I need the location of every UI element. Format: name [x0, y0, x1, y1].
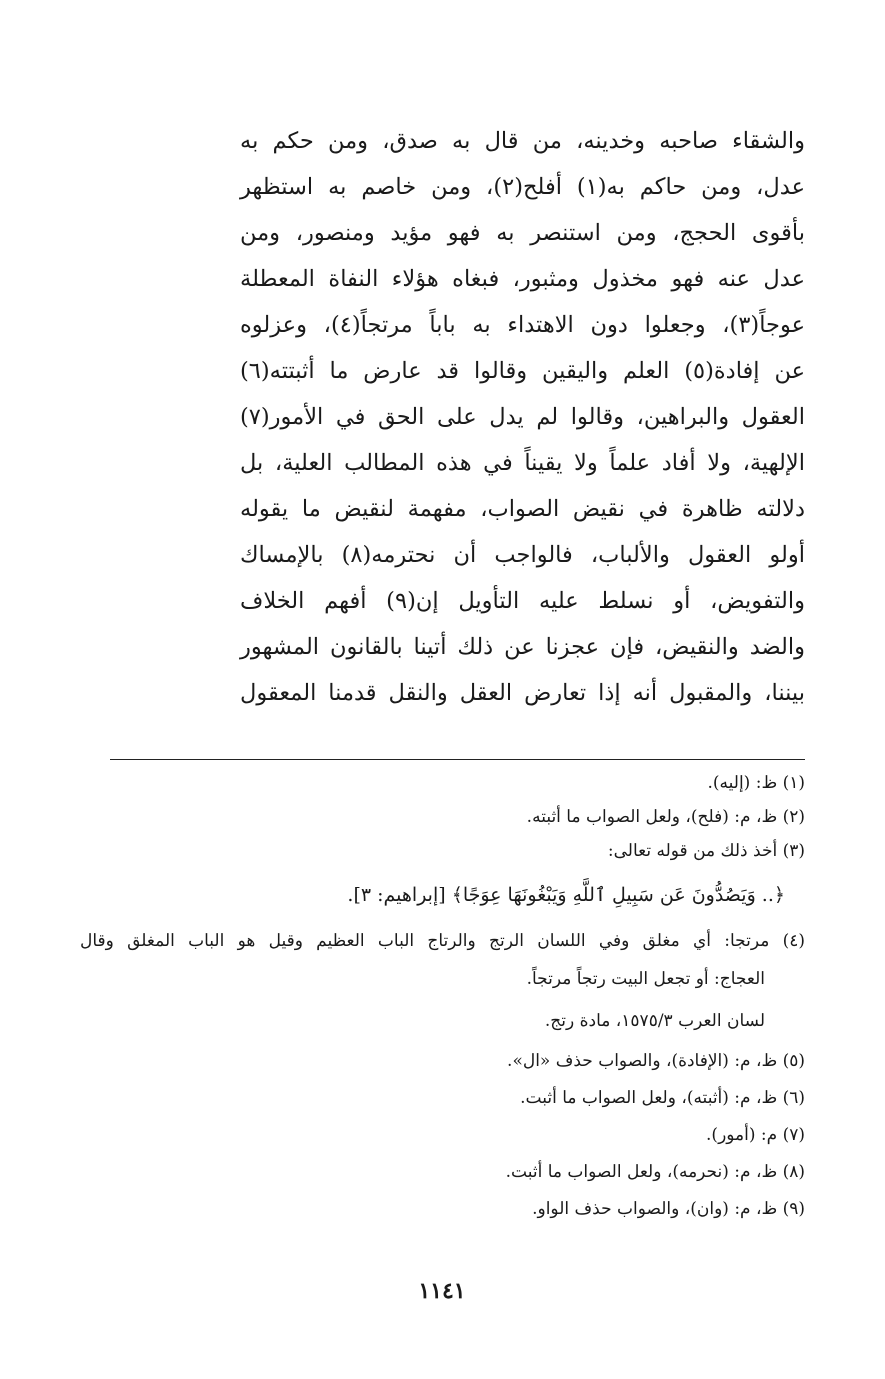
text-line: بيننا، والمقبول أنه إذا تعارض العقل والنقل قدمنا المعقول [240, 680, 805, 706]
text-line: عدل عنه فهو مخذول ومثبور، فبغاه هؤلاء النفاة المعطلة [240, 266, 805, 292]
text-line: والتفويض، أو نسلط عليه التأويل إن(٩) أفهم الخلاف [240, 588, 805, 614]
text-line: والشقاء صاحبه وخدينه، من قال به صدق، ومن حكم به [240, 128, 805, 154]
footnote-2: (٢) ظ، م: (فلح)، ولعل الصواب ما أثبته. [526, 807, 805, 827]
text-line: دلالته ظاهرة في نقيض الصواب، مفهمة لنقيض ما يقوله [240, 496, 805, 522]
footnote-4-continuation: العجاج: أو تجعل البيت رتجاً مرتجاً. [526, 969, 765, 989]
text-line: عن إفادة(٥) العلم واليقين وقالوا قد عارض ما أثبتته(٦) [240, 358, 805, 384]
footnote-5: (٥) ظ، م: (الإفادة)، والصواب حذف «ال». [507, 1051, 805, 1071]
footnote-1: (١) ظ: (إليه). [707, 773, 805, 793]
footnote-3-quran-quote: ﴿.. وَيَصُدُّونَ عَن سَبِيلِ ٱللَّهِ وَيَبْغُونَهَا عِوَجًا﴾ [إبراهيم: ٣]. [347, 884, 785, 906]
text-line: الإلهية، ولا أفاد علماً ولا يقيناً في هذه المطالب العلية، بل [240, 450, 805, 476]
text-line: والضد والنقيض، فإن عجزنا عن ذلك أتينا بالقانون المشهور [240, 634, 805, 660]
footnote-6: (٦) ظ، م: (أثبته)، ولعل الصواب ما أثبت. [520, 1088, 805, 1108]
footnote-9: (٩) ظ، م: (وان)، والصواب حذف الواو. [532, 1199, 805, 1219]
text-line: بأقوى الحجج، ومن استنصر به فهو مؤيد ومنصور، ومن [240, 220, 805, 246]
text-line: عوجاً(٣)، وجعلوا دون الاهتداء به باباً مرتجاً(٤)، وعزلوه [240, 312, 806, 338]
footnote-divider [110, 759, 805, 760]
footnote-8: (٨) ظ، م: (نحرمه)، ولعل الصواب ما أثبت. [505, 1162, 805, 1182]
page-number: ١١٤١ [418, 1278, 466, 1304]
text-line: عدل، ومن حاكم به(١) أفلح(٢)، ومن خاصم به استظهر [240, 174, 805, 200]
footnote-3: (٣) أخذ ذلك من قوله تعالى: [607, 841, 805, 861]
footnotes [80, 767, 805, 1228]
footnote-4: (٤) مرتجا: أي مغلق وفي اللسان الرتج والرتاج الباب العظيم وقيل هو الباب المغلق وقال [80, 931, 805, 951]
footnote-7: (٧) م: (أمور). [706, 1125, 805, 1145]
text-line: العقول والبراهين، وقالوا لم يدل على الحق في الأمور(٧) [240, 404, 805, 430]
text-line: أولو العقول والألباب، فالواجب أن نحترمه(٨) بالإمساك [240, 542, 805, 568]
main-text [240, 118, 805, 716]
footnote-4-source: لسان العرب ١٥٧٥/٣، مادة رتج. [544, 1011, 765, 1031]
